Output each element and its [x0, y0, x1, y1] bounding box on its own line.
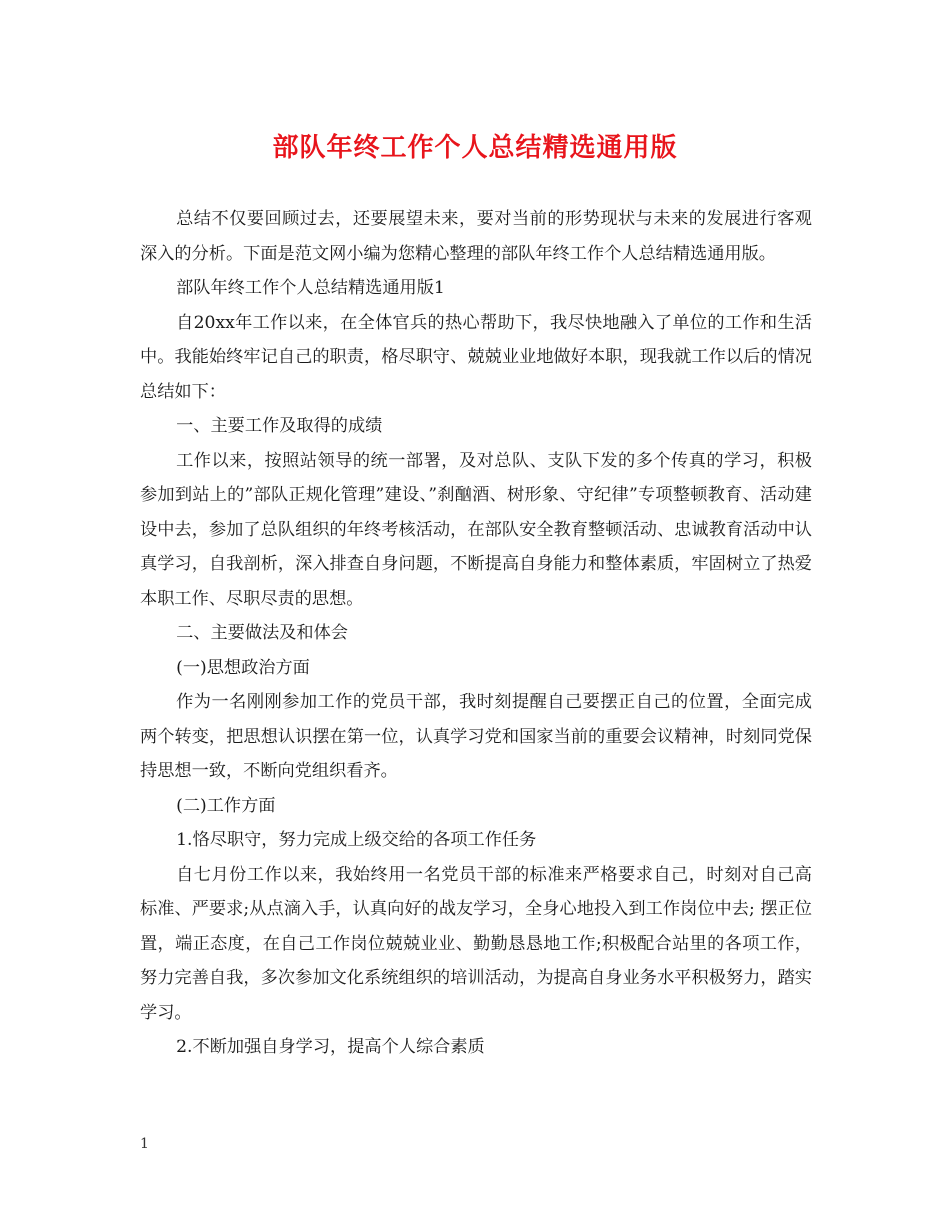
- document-title: 部队年终工作个人总结精选通用版: [272, 133, 678, 163]
- paragraph-intro: 总结不仅要回顾过去，还要展望未来，要对当前的形势现状与未来的发展进行客观深入的分析。下面是范文网小编为您精心整理的部队年终工作个人总结精选通用版。: [140, 209, 812, 264]
- page-number: 1: [140, 1136, 149, 1152]
- paragraph: 作为一名刚刚参加工作的党员干部，我时刻提醒自己要摆正自己的位置，全面完成两个转变，把思想认识摆在第一位，认真学习党和国家当前的重要会议精神，时刻同党保持思想一致，不断向党组织看齐。: [140, 692, 812, 781]
- subsection-heading: (二)工作方面: [176, 795, 276, 816]
- list-item-heading: 1.恪尽职守，努力完成上级交给的各项工作任务: [176, 830, 537, 850]
- paragraph: 自20xx年工作以来，在全体官兵的热心帮助下，我尽快地融入了单位的工作和生活中。我能始终牢记自己的职责，格尽职守、兢兢业业地做好本职，现我就工作以后的情况总结如下：: [140, 312, 812, 402]
- subsection-heading: (一)思想政治方面: [176, 657, 310, 678]
- paragraph: 自七月份工作以来，我始终用一名党员干部的标准来严格要求自己，时刻对自己高标准、严要求;从点滴入手，认真向好的战友学习，全身心地投入到工作岗位中去; 摆正位置，端正态度，在自己工作岗位兢兢业业、勤勤恳恳地工作;积极配合站里的各项工作，努力完善自我，多次参加文化系统组织的培训活动，为提高自身业务水平积极努力，踏实学习。: [140, 864, 812, 1023]
- section-heading-1: 部队年终工作个人总结精选通用版1: [176, 278, 445, 298]
- paragraph: 工作以来，按照站领导的统一部署，及对总队、支队下发的多个传真的学习，积极参加到站上的”部队正规化管理”建设、”刹酗酒、树形象、守纪律”专项整顿教育、活动建设中去，参加了总队组织的年终考核活动，在部队安全教育整顿活动、忠诚教育活动中认真学习，自我剖析，深入排查自身问题，不断提高自身能力和整体素质，牢固树立了热爱本职工作、尽职尽责的思想。: [140, 450, 812, 609]
- list-item-heading: 2.不断加强自身学习，提高个人综合素质: [176, 1037, 485, 1057]
- section-heading: 二、主要做法及和体会: [176, 623, 348, 643]
- document-body: [140, 202, 812, 1065]
- section-heading: 一、主要工作及取得的成绩: [176, 416, 383, 436]
